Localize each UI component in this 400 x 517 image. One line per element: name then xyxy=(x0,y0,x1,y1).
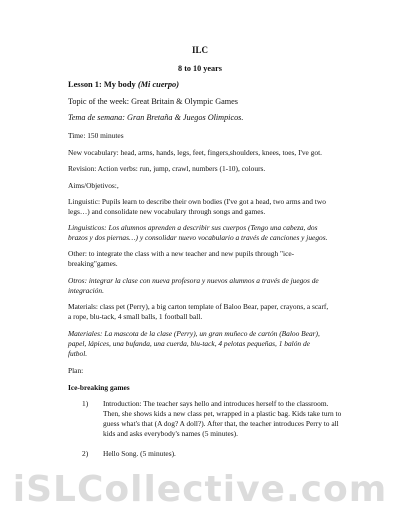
revision-line: Revision: Action verbs: run, jump, crawl, numbers (1-10), colours. xyxy=(68,164,266,173)
plan-label: Plan: xyxy=(68,366,84,375)
materiales-line-1: Materiales: La mascota de la clase (Perry), un gran muñeco de cartón (Baloo Bear), xyxy=(68,329,320,338)
doc-title: ILC xyxy=(191,45,208,55)
materials-line-1: Materials: class pet (Perry), a big carton template of Baloo Bear, paper, crayons, a scarf, xyxy=(68,302,329,311)
aims-line: Aims/Objetivos:, xyxy=(68,181,119,190)
list-item-1-number: 1) xyxy=(82,399,89,408)
age-range: 8 to 10 years xyxy=(178,64,222,73)
list-item-2-line-1: Hello Song. (5 minutes). xyxy=(103,449,176,458)
other-line-2: breaking"games. xyxy=(68,259,118,268)
lesson-title: Lesson 1: My body xyxy=(68,80,138,89)
list-item-1-line-2: Then, she shows kids a new class pet, wrapped in a plastic bag. Kids take turn to xyxy=(103,409,342,418)
linguistic-line-2: legs…) and consolidate new vocabulary through songs and games. xyxy=(68,207,266,216)
list-item-1-line-1: Introduction: The teacher says hello and introduces herself to the classroom. xyxy=(103,399,329,408)
list-item-1-line-4: kids and asks everybody's names (5 minutes). xyxy=(103,429,238,438)
materiales-line-2: papel, lápices, una bufanda, una cuerda, blu-tack, 4 pelotas pequeñas, 1 balón de xyxy=(68,339,310,348)
topic-line: Topic of the week: Great Britain & Olympic Games xyxy=(68,97,238,106)
otros-line-1: Otros: integrar la clase con nueva profesora y nuevos alumnos a través de juegos de xyxy=(68,276,319,285)
lesson-heading xyxy=(68,80,179,91)
materiales-line-3: futbol. xyxy=(68,349,88,358)
list-item-2-number: 2) xyxy=(82,449,89,458)
linguistic-es-line-2: brazos y dos piernas…) y consolidar nuevo vocabulario a través de canciones y juegos. xyxy=(68,233,328,242)
otros-line-2: integración. xyxy=(68,286,104,295)
watermark: iSLCollective.com xyxy=(12,469,388,510)
tema-line: Tema de semana: Gran Bretaña & Juegos Olimpicos. xyxy=(68,113,244,122)
other-line-1: Other: to integrate the class with a new teacher and new pupils through "ice- xyxy=(68,249,295,258)
linguistic-line-1: Linguistic: Pupils learn to describe their own bodies (I've got a head, two arms and two xyxy=(68,197,326,206)
linguistic-es-line-1: Linguisticos: Los alumnos aprenden a describir sus cuerpos (Tengo una cabeza, dos xyxy=(68,223,318,232)
time-line: Time: 150 minutes xyxy=(68,131,124,140)
list-item-1-line-3: guess what's that (A dog? A doll?). After that, the teacher introduces Perry to all xyxy=(103,419,339,428)
materials-line-2: a rope, blu-tack, 4 small balls, 1 football ball. xyxy=(68,312,203,321)
vocab-line: New vocabulary: head, arms, hands, legs, feet, fingers,shoulders, knees, toes, I've got. xyxy=(68,148,322,157)
lesson-title-es: (Mi cuerpo) xyxy=(137,80,179,89)
ice-breaking-heading: Ice-breaking games xyxy=(68,383,130,392)
